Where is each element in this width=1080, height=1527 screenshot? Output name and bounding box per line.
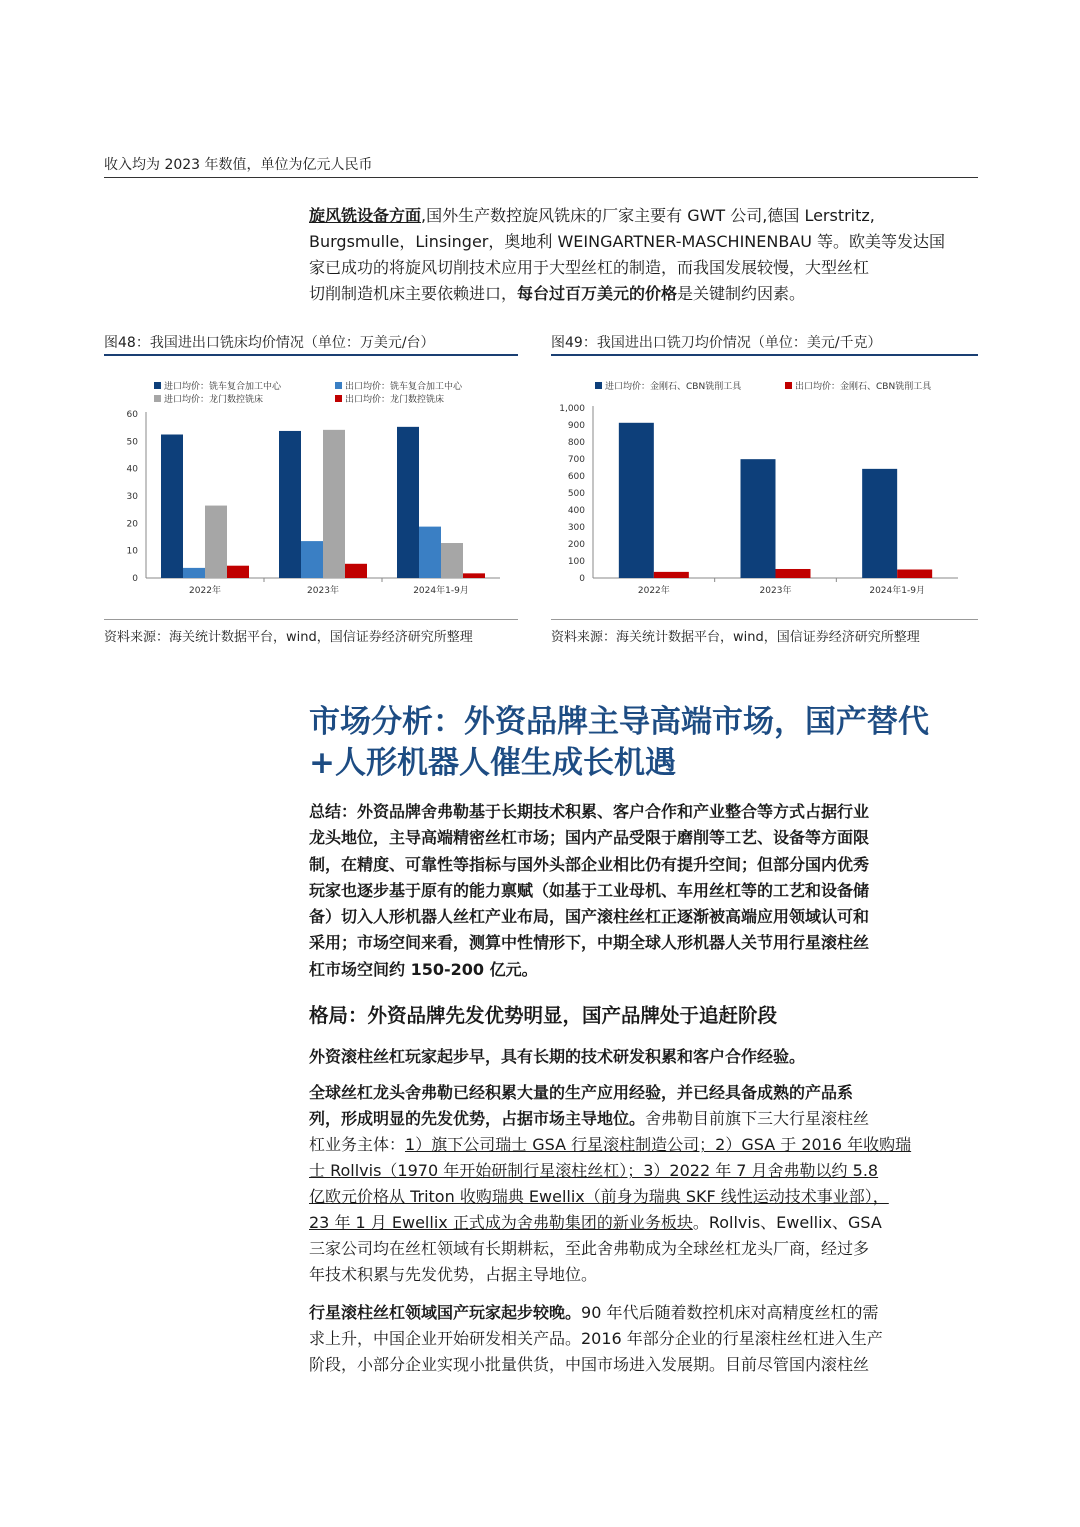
bar bbox=[227, 566, 249, 578]
bar bbox=[345, 564, 367, 578]
y-tick-label: 700 bbox=[567, 455, 585, 465]
legend-swatch bbox=[154, 395, 161, 402]
p3-line-1-text: 90 年代后随着数控机床对高精度丝杠的需 bbox=[581, 1303, 879, 1322]
bar bbox=[183, 568, 205, 578]
p2-line-6-underlined: 23 年 1 月 Ewellix 正式成为舍弗勒集团的新业务板块 bbox=[309, 1213, 693, 1232]
bar bbox=[397, 427, 419, 578]
legend-swatch bbox=[595, 382, 602, 389]
y-tick-label: 800 bbox=[567, 438, 585, 448]
y-tick-label: 300 bbox=[567, 523, 585, 533]
fig48-chart bbox=[104, 368, 524, 608]
summary-line: 杠市场空间约 150-200 亿元。 bbox=[309, 959, 538, 979]
p2-line-2-text: 舍弗勒目前旗下三大行星滚柱丝 bbox=[645, 1109, 870, 1128]
intro-line-1-text: ,国外生产数控旋风铣床的厂家主要有 GWT 公司,德国 Lerstritz, bbox=[421, 206, 875, 225]
bar bbox=[323, 430, 345, 578]
summary-line: 玩家也逐步基于原有的能力禀赋（如基于工业母机、车用丝杠等的工艺和设备储 bbox=[309, 880, 870, 900]
intro-line-4-post: 是关键制约因素。 bbox=[677, 284, 806, 303]
intro-lead: 旋风铣设备方面 bbox=[309, 206, 422, 225]
p2-line-6 bbox=[309, 1210, 979, 1236]
fig49-chart bbox=[551, 368, 978, 608]
p2-line-6-text: 。Rollvis、Ewellix、GSA bbox=[692, 1213, 882, 1232]
legend-swatch bbox=[335, 395, 342, 402]
y-tick-label: 30 bbox=[126, 492, 138, 502]
intro-line-4-bold: 每台过百万美元的价格 bbox=[517, 284, 678, 303]
bar bbox=[897, 570, 932, 579]
y-tick-label: 900 bbox=[567, 421, 585, 431]
x-tick-label: 2022年 bbox=[637, 586, 670, 596]
top-divider bbox=[104, 177, 978, 178]
summary-block bbox=[309, 799, 989, 983]
fig49-source-rule bbox=[551, 619, 978, 620]
x-tick-label: 2023年 bbox=[759, 586, 792, 596]
p-intro-bold: 外资滚柱丝杠玩家起步早，具有长期的技术研发积累和客户合作经验。 bbox=[309, 1047, 806, 1066]
bar bbox=[741, 459, 776, 578]
y-tick-label: 60 bbox=[126, 410, 138, 420]
y-tick-label: 0 bbox=[132, 574, 138, 584]
p2-line-3-underlined: 1）旗下公司瑞士 GSA 行星滚柱制造公司；2）GSA 于 2016 年收购瑞 bbox=[405, 1135, 912, 1154]
legend-label: 出口均价：龙门数控铣床 bbox=[345, 395, 445, 405]
y-tick-label: 0 bbox=[579, 574, 585, 584]
fig48-source-rule bbox=[104, 619, 518, 620]
legend-swatch bbox=[785, 382, 792, 389]
p3-line-1-bold: 行星滚柱丝杠领域国产玩家起步较晚。 bbox=[309, 1303, 582, 1322]
x-tick-label: 2022年 bbox=[189, 586, 221, 596]
intro-line-4-pre: 切削制造机床主要依赖进口， bbox=[309, 284, 518, 303]
y-tick-label: 600 bbox=[567, 472, 585, 482]
y-tick-label: 1,000 bbox=[559, 404, 585, 414]
fig49-source: 资料来源：海关统计数据平台，wind，国信证券经济研究所整理 bbox=[551, 630, 920, 645]
section-title bbox=[309, 702, 989, 784]
summary-line: 采用；市场空间来看，测算中性情形下，中期全球人形机器人关节用行星滚柱丝 bbox=[309, 933, 870, 953]
y-tick-label: 40 bbox=[126, 464, 138, 475]
section-title-line-1: 市场分析：外资品牌主导高端市场，国产替代 bbox=[309, 704, 929, 740]
legend-swatch bbox=[335, 382, 342, 389]
fig49-caption-rule bbox=[551, 354, 978, 356]
p2-line-3-pre: 杠业务主体： bbox=[309, 1135, 406, 1154]
x-tick-label: 2024年1-9月 bbox=[413, 586, 469, 596]
y-tick-label: 500 bbox=[567, 489, 585, 499]
fig49-caption: 图49：我国进出口铣刀均价情况（单位：美元/千克） bbox=[551, 335, 882, 351]
summary-line: 制，在精度、可靠性等指标与国外头部企业相比仍有提升空间；但部分国内优秀 bbox=[309, 854, 870, 874]
intro-line-1 bbox=[309, 203, 979, 229]
p2-line-7: 三家公司均在丝杠领域有长期耕耘，至此舍弗勒成为全球丝杠龙头厂商，经过多 bbox=[309, 1239, 870, 1258]
y-tick-label: 100 bbox=[567, 557, 585, 567]
bar bbox=[654, 572, 689, 578]
section-title-line-2: +人形机器人催生成长机遇 bbox=[309, 745, 676, 781]
p2-line-5: 亿欧元价格从 Triton 收购瑞典 Ewellix（前身为瑞典 SKF 线性运动技术事业部）， bbox=[309, 1187, 889, 1206]
y-tick-label: 200 bbox=[567, 540, 585, 550]
y-tick-label: 50 bbox=[126, 437, 138, 448]
bar bbox=[441, 543, 463, 578]
bar bbox=[419, 527, 441, 578]
intro-line-4 bbox=[309, 281, 979, 307]
p2-line-1: 全球丝杠龙头舍弗勒已经积累大量的生产应用经验，并已经具备成熟的产品系 bbox=[309, 1083, 854, 1102]
p3-line-3: 阶段，小部分企业实现小批量供货，中国市场进入发展期。目前尽管国内滚柱丝 bbox=[309, 1355, 870, 1374]
legend-label: 进口均价：铣车复合加工中心 bbox=[164, 382, 282, 392]
legend-swatch bbox=[154, 382, 161, 389]
bar bbox=[161, 435, 183, 579]
intro-line-3: 家已成功的将旋风切削技术应用于大型丝杠的制造，而我国发展较慢，大型丝杠 bbox=[309, 258, 870, 277]
x-tick-label: 2023年 bbox=[307, 586, 339, 596]
legend-label: 出口均价：金刚石、CBN铣削工具 bbox=[795, 382, 932, 392]
bar bbox=[205, 506, 227, 578]
bar bbox=[776, 569, 811, 578]
legend-label: 出口均价：铣车复合加工中心 bbox=[345, 382, 463, 392]
x-tick-label: 2024年1-9月 bbox=[869, 586, 925, 596]
y-tick-label: 400 bbox=[567, 506, 585, 516]
bar bbox=[301, 541, 323, 578]
p2-line-8: 年技术积累与先发优势，占据主导地位。 bbox=[309, 1265, 598, 1284]
summary-line: 总结：外资品牌舍弗勒基于长期技术积累、客户合作和产业整合等方式占据行业 bbox=[309, 802, 870, 821]
summary-line: 备）切入人形机器人丝杠产业布局，国产滚柱丝杠正逐渐被高端应用领域认可和 bbox=[309, 907, 870, 927]
p2-line-4: 士 Rollvis（1970 年开始研制行星滚柱丝杠）；3）2022 年 7 月舍弗勒以约 5.8 bbox=[309, 1161, 879, 1180]
p2-line-2 bbox=[309, 1106, 979, 1132]
summary-line: 龙头地位，主导高端精密丝杠市场；国内产品受限于磨削等工艺、设备等方面限 bbox=[309, 828, 870, 848]
p2-line-2-bold: 列，形成明显的先发优势，占据市场主导地位。 bbox=[309, 1109, 646, 1128]
top-note: 收入均为 2023 年数值，单位为亿元人民币 bbox=[104, 157, 373, 173]
p2-line-3 bbox=[309, 1132, 979, 1158]
fig48-caption-rule bbox=[104, 354, 518, 356]
legend-label: 进口均价：龙门数控铣床 bbox=[164, 395, 264, 405]
p3-line-2: 求上升，中国企业开始研发相关产品。2016 年部分企业的行星滚柱丝杠进入生产 bbox=[309, 1329, 883, 1348]
p3-line-1 bbox=[309, 1300, 979, 1326]
fig48-source: 资料来源：海关统计数据平台，wind，国信证券经济研究所整理 bbox=[104, 630, 473, 645]
bar bbox=[279, 431, 301, 578]
legend-label: 进口均价：金刚石、CBN铣削工具 bbox=[605, 382, 742, 392]
bar bbox=[463, 573, 485, 578]
intro-line-2: Burgsmulle，Linsinger，奥地利 WEINGARTNER-MASCHINENBAU 等。欧美等发达国 bbox=[309, 232, 946, 251]
bar bbox=[619, 423, 654, 578]
sub-heading: 格局：外资品牌先发优势明显，国产品牌处于追赶阶段 bbox=[309, 1004, 778, 1027]
fig48-caption: 图48：我国进出口铣床均价情况（单位：万美元/台） bbox=[104, 335, 435, 351]
y-tick-label: 10 bbox=[126, 546, 138, 557]
y-tick-label: 20 bbox=[126, 519, 138, 530]
bar bbox=[862, 469, 897, 578]
